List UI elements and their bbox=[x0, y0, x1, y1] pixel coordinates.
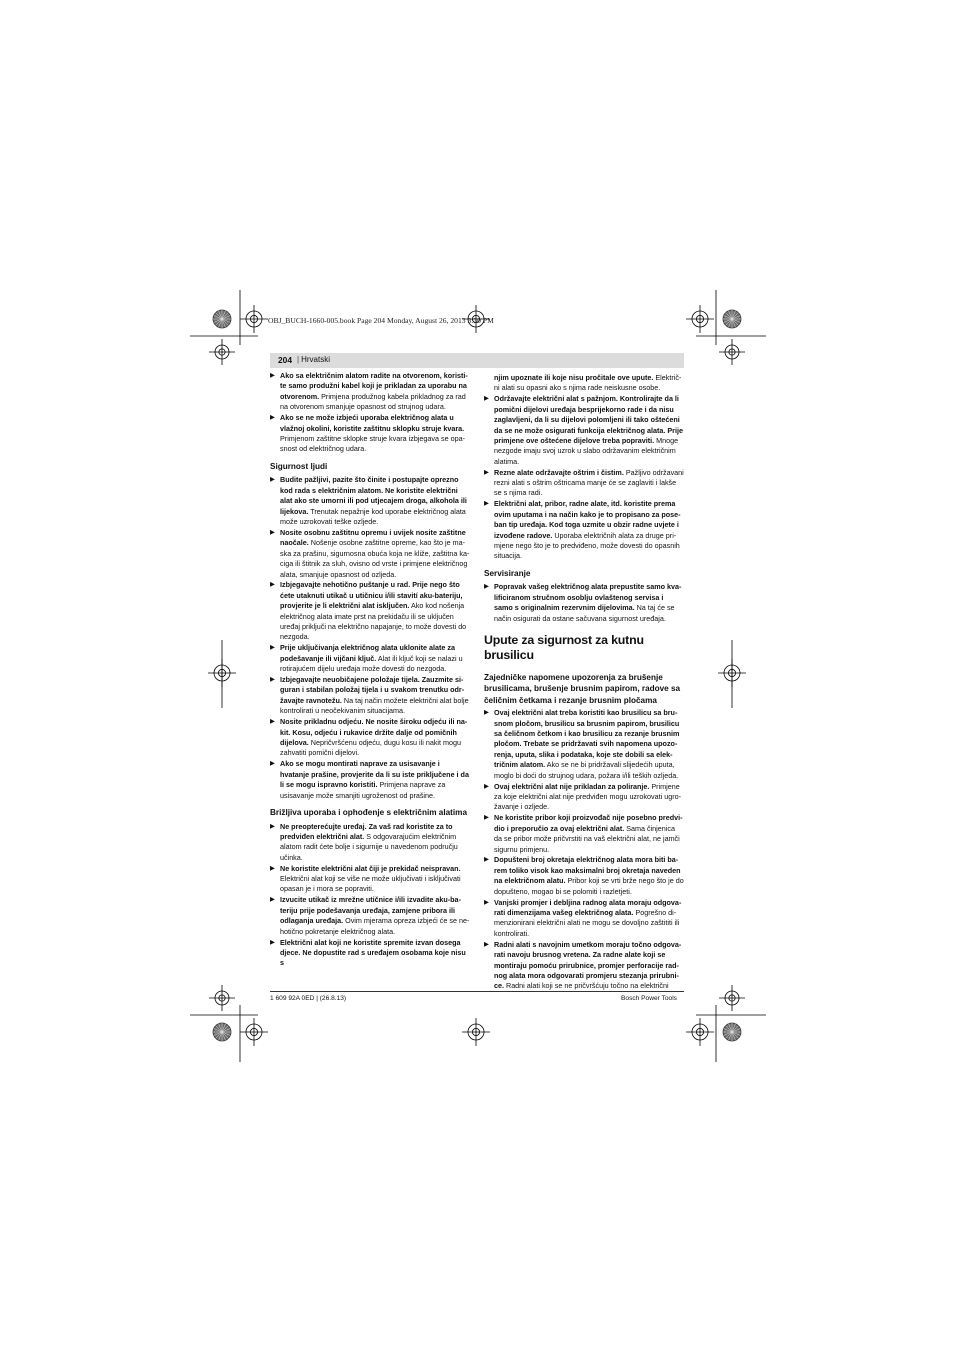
triangle-right-icon: ▶ bbox=[484, 898, 489, 906]
heading-personal-safety: Sigurnost ljudi bbox=[270, 461, 328, 471]
heading-service: Servisiranje bbox=[484, 568, 531, 578]
list-item: ▶ Popravak vašeg električnog alata prepustite samo kvalificiranom stručnom osoblju ovlaštenog servisa i samo s originalnim rezervnim dijelovima. Na taj će se način osigurati da ostane sačuvana sigurnost uređaja. bbox=[484, 582, 682, 623]
triangle-right-icon: ▶ bbox=[484, 709, 489, 717]
triangle-right-icon: ▶ bbox=[484, 782, 489, 790]
right-items-1 bbox=[484, 394, 684, 562]
list-item: ▶ Izbjegavajte nehotično puštanje u rad. Prije nego što ćete utaknuti utikač u utičnicu i/ili stavití aku-bateriju, provjerite je li električni alat isključen. Ako kod nošenja električnog alata imate prst na prekidaču ili se uključen uređaj priključi na električno napajanje, to može dovesti do nezgoda. bbox=[270, 580, 467, 642]
triangle-right-icon: ▶ bbox=[270, 372, 275, 379]
registration-mark-icon bbox=[462, 1018, 490, 1046]
footer-rule bbox=[270, 991, 684, 992]
registration-mark-icon bbox=[723, 310, 741, 328]
triangle-right-icon: ▶ bbox=[484, 583, 489, 591]
triangle-right-icon: ▶ bbox=[270, 718, 275, 726]
triangle-right-icon: ▶ bbox=[270, 528, 275, 536]
triangle-right-icon: ▶ bbox=[270, 938, 275, 946]
list-item: ▶ Ne koristite pribor koji proizvođač nije posebno predvidio i preporučio za ovaj električni alat. Sama činjenica da se pribor može pričvrstiti na vaš električni alat, ne jamči sigurnu primjenu. bbox=[484, 813, 683, 854]
registration-mark-icon bbox=[209, 985, 235, 1011]
triangle-right-icon: ▶ bbox=[270, 822, 275, 830]
triangle-right-icon: ▶ bbox=[270, 760, 275, 768]
list-item: ▶ Vanjski promjer i debljina radnog alata moraju odgovarati dimenzijama vašeg električnog alata. Pogrešno dimenzionirani električni alati ne mogu se dovoljno zaštititi ili kontrolirati. bbox=[484, 897, 682, 938]
list-item: ▶ Nosite prikladnu odjeću. Ne nosite široku odjeću ili nakit. Kosu, odjeću i rukavice držite dalje od pomičnih dijelova. Nepričvršćenu odjeću, dugu kosu ili nakit mogu zahvatiti pomični dijelovi. bbox=[270, 717, 468, 758]
registration-mark-icon bbox=[209, 339, 235, 365]
triangle-right-icon: ▶ bbox=[484, 500, 489, 508]
list-item: ▶ Održavajte električni alat s pažnjom. Kontrolirajte da li pomični dijelovi uređaja besprijekorno rade i da nisu zaglavljeni, da li su dijelovi polomljeni ili tako oštećeni da se ne može osigurati funkcija električnog alata. Prije primjene ove oštećene dijelove treba popraviti. Mnoge nezgode imaju svoj uzrok u slabo održavanim električnim alatima. bbox=[484, 394, 683, 466]
list-item: ▶ Ako se ne može izbjeći uporaba električnog alata u vlažnoj okolini, koristite zaštitnu sklopku struje kvara. Primjenom zaštitne sklopke struje kvara izbjegava se opasnost od električnog udara. bbox=[270, 413, 465, 454]
list-item: ▶ Rezne alate održavajte oštrim i čistim. Pažljivo održavani rezni alati s oštrim oštricama manje će se zaglaviti i lakše se s njima radi. bbox=[484, 467, 684, 498]
triangle-right-icon: ▶ bbox=[270, 864, 275, 872]
list-item-continuation: njim upoznate ili koje nisu pročitale ove upute. Električni alati su opasni ako s njima rade neiskusne osobe. bbox=[494, 373, 682, 393]
print-header: OBJ_BUCH-1660-005.book Page 204 Monday, August 26, 2013 3:30 PM bbox=[268, 316, 494, 325]
footer-brand: Bosch Power Tools bbox=[621, 995, 677, 1002]
list-item: ▶ Ne koristite električni alat čiji je prekidač neispravan. Električni alat koji se više ne može uključivati i isključivati opasan je i mora se popraviti. bbox=[270, 863, 461, 894]
list-item: ▶ Ako se mogu montirati naprave za usisavanje i hvatanje prašine, provjerite da li su iste priključene i da li se mogu ispravno koristiti. Primjena naprave za usisavanje može smanjiti ugroženost od prašine. bbox=[270, 759, 469, 800]
right-items-3 bbox=[484, 708, 684, 991]
triangle-right-icon: ▶ bbox=[270, 414, 275, 422]
triangle-right-icon: ▶ bbox=[484, 468, 489, 476]
triangle-right-icon: ▶ bbox=[270, 581, 275, 589]
list-item: ▶ Izvucite utikač iz mrežne utičnice i/ili izvadite aku-bateriju prije podešavanja uređaja, zamjene pribora ili odlaganja uređaja. Ovim mjerama opreza izbjeći će se nehotično pokretanje električnog alata. bbox=[270, 895, 470, 936]
list-item: ▶ Prije uključivanja električnog alata uklonite alate za podešavanje ili vijčani ključ. Alat ili ključ koji se nalazi u rotirajućem dijelu uređaja može dovesti do nezgoda. bbox=[270, 643, 463, 674]
footer-doc-number: 1 609 92A 0ED | (26.8.13) bbox=[270, 995, 347, 1002]
registration-mark-icon bbox=[213, 310, 231, 328]
list-item: ▶ Ne preopterećujte uređaj. Za vaš rad koristite za to predviđen električni alat. S odgovarajućim električnim alatom radit ćete bolje i sigurnije u navedenom području učinka. bbox=[270, 821, 458, 862]
list-item: ▶ Ovaj električni alat nije prikladan za poliranje. Primjene za koje električni alat nije predviđen mogu uzrokovati ugrožavanje i ozljede. bbox=[484, 781, 681, 812]
triangle-right-icon: ▶ bbox=[484, 395, 489, 403]
triangle-right-icon: ▶ bbox=[484, 940, 489, 948]
registration-mark-icon bbox=[723, 1023, 741, 1041]
list-item: ▶ Ako sa električnim alatom radite na otvorenom, koristite samo produžni kabel koji je prikladan za uporabu na otvorenom. Primjena produžnog kabela prikladnog za rad na otvorenom smanjuje opasnost od strujnog udara. bbox=[270, 371, 468, 412]
list-item: ▶ Nosite osobnu zaštitnu opremu i uvijek nosite zaštitne naočale. Nošenje osobne zaštitne opreme, kao što je maska za prašinu, sigurnosna obuća koja ne kliže, zaštitna kaciga ili štitnik za sluh, ovisno od vrste i primjene električnog alata, smanjuje opasnost od ozljeda. bbox=[270, 527, 470, 579]
list-item: ▶ Izbjegavajte neuobičajene položaje tijela. Zauzmite siguran i stabilan položaj tijela i u svakom trenutku održavajte ravnotežu. Na taj način možete električni alat bolje kontrolirati u neočekivanim situacijama. bbox=[270, 675, 469, 716]
registration-mark-icon bbox=[240, 305, 268, 333]
heading-careful-use: Brižljiva uporaba i ophođenje s električnim alatima bbox=[270, 807, 468, 817]
left-items-2 bbox=[270, 475, 470, 801]
left-items-1 bbox=[270, 371, 470, 455]
list-item: ▶ Ovaj električni alat treba koristiti kao brusilicu sa brusnom pločom, brusilicu sa brusnim papirom, brusilicu sa čeličnom četkom i kao brusilicu za rezanje brusnim pločom. Trebate se pridržavati svih napomena upozorenja, uputa, slika i podataka, koje ste dobili sa električnim alatom. Ako se ne bi pridržavali slijedećih uputa, moglo bi doći do strujnog udara, požara i/ili teških ozljeda. bbox=[484, 708, 680, 780]
registration-mark-icon bbox=[213, 1023, 231, 1041]
list-item: ▶ Radni alati s navojnim umetkom moraju točno odgovarati navoju brusnog vretena. Za radne alate koji se montiraju pomoću prirubnice, promjer perforacije radnog alata mora odgovarati promjeru stezanja prirubnice. Radni alati koji se ne pričvršćuju točno na električni bbox=[484, 939, 682, 991]
section-subtitle: Zajedničke napomene upozorenja za brušenje brusilicama, brušenje brusnim papirom, radove sa čeličnim četkama i rezanje brusnim pločama bbox=[484, 673, 681, 705]
registration-mark-icon bbox=[686, 1018, 714, 1046]
left-items-3 bbox=[270, 822, 470, 969]
triangle-right-icon: ▶ bbox=[270, 644, 275, 652]
registration-mark-icon bbox=[240, 1018, 268, 1046]
list-item: ▶ Električni alat, pribor, radne alate, itd. koristite prema ovim uputama i na način kako je to propisano za poseban tip uređaja. Kod toga uzmite u obzir radne uvjete i izvođene radove. Uporaba električnih alata za druge primjene nego što je to predviđeno, može dovesti do opasnih situacija. bbox=[484, 499, 681, 561]
left-column bbox=[270, 371, 470, 969]
list-item: ▶ Budite pažljivi, pazite što činite i postupajte oprezno kod rada s električnim alatom. Ne koristite električni alat ako ste umorni ili pod utjecajem droga, alkohola ili lijekova. Trenutak nepažnje kod uporabe električnog alata može uzrokovati teške ozljede. bbox=[270, 475, 467, 526]
triangle-right-icon: ▶ bbox=[484, 814, 489, 822]
registration-mark-icon bbox=[719, 985, 745, 1011]
right-column bbox=[484, 373, 684, 992]
page-section-language: | Hrvatski bbox=[297, 355, 330, 364]
page-number: 204 bbox=[278, 355, 292, 365]
right-items-2 bbox=[484, 582, 684, 624]
page-header-bar bbox=[270, 353, 684, 368]
triangle-right-icon: ▶ bbox=[270, 676, 275, 684]
list-item: ▶ Dopušteni broj okretaja električnog alata mora biti barem toliko visok kao maksimalni broj okretaja naveden na električnom alatu. Pribor koji se vrti brže nego što je do dopušteno, mogao bi se polomiti i razletjeti. bbox=[484, 855, 684, 896]
triangle-right-icon: ▶ bbox=[484, 856, 489, 864]
registration-mark-icon bbox=[719, 339, 745, 365]
section-title: Upute za sigurnost za kutnu brusilicu bbox=[484, 633, 644, 663]
triangle-right-icon: ▶ bbox=[270, 896, 275, 904]
triangle-right-icon: ▶ bbox=[270, 476, 275, 484]
list-item: ▶ Električni alat koji ne koristite spremite izvan dosega djece. Ne dopustite rad s uređajem osobama koje nisu s bbox=[270, 937, 466, 968]
registration-mark-icon bbox=[686, 305, 714, 333]
